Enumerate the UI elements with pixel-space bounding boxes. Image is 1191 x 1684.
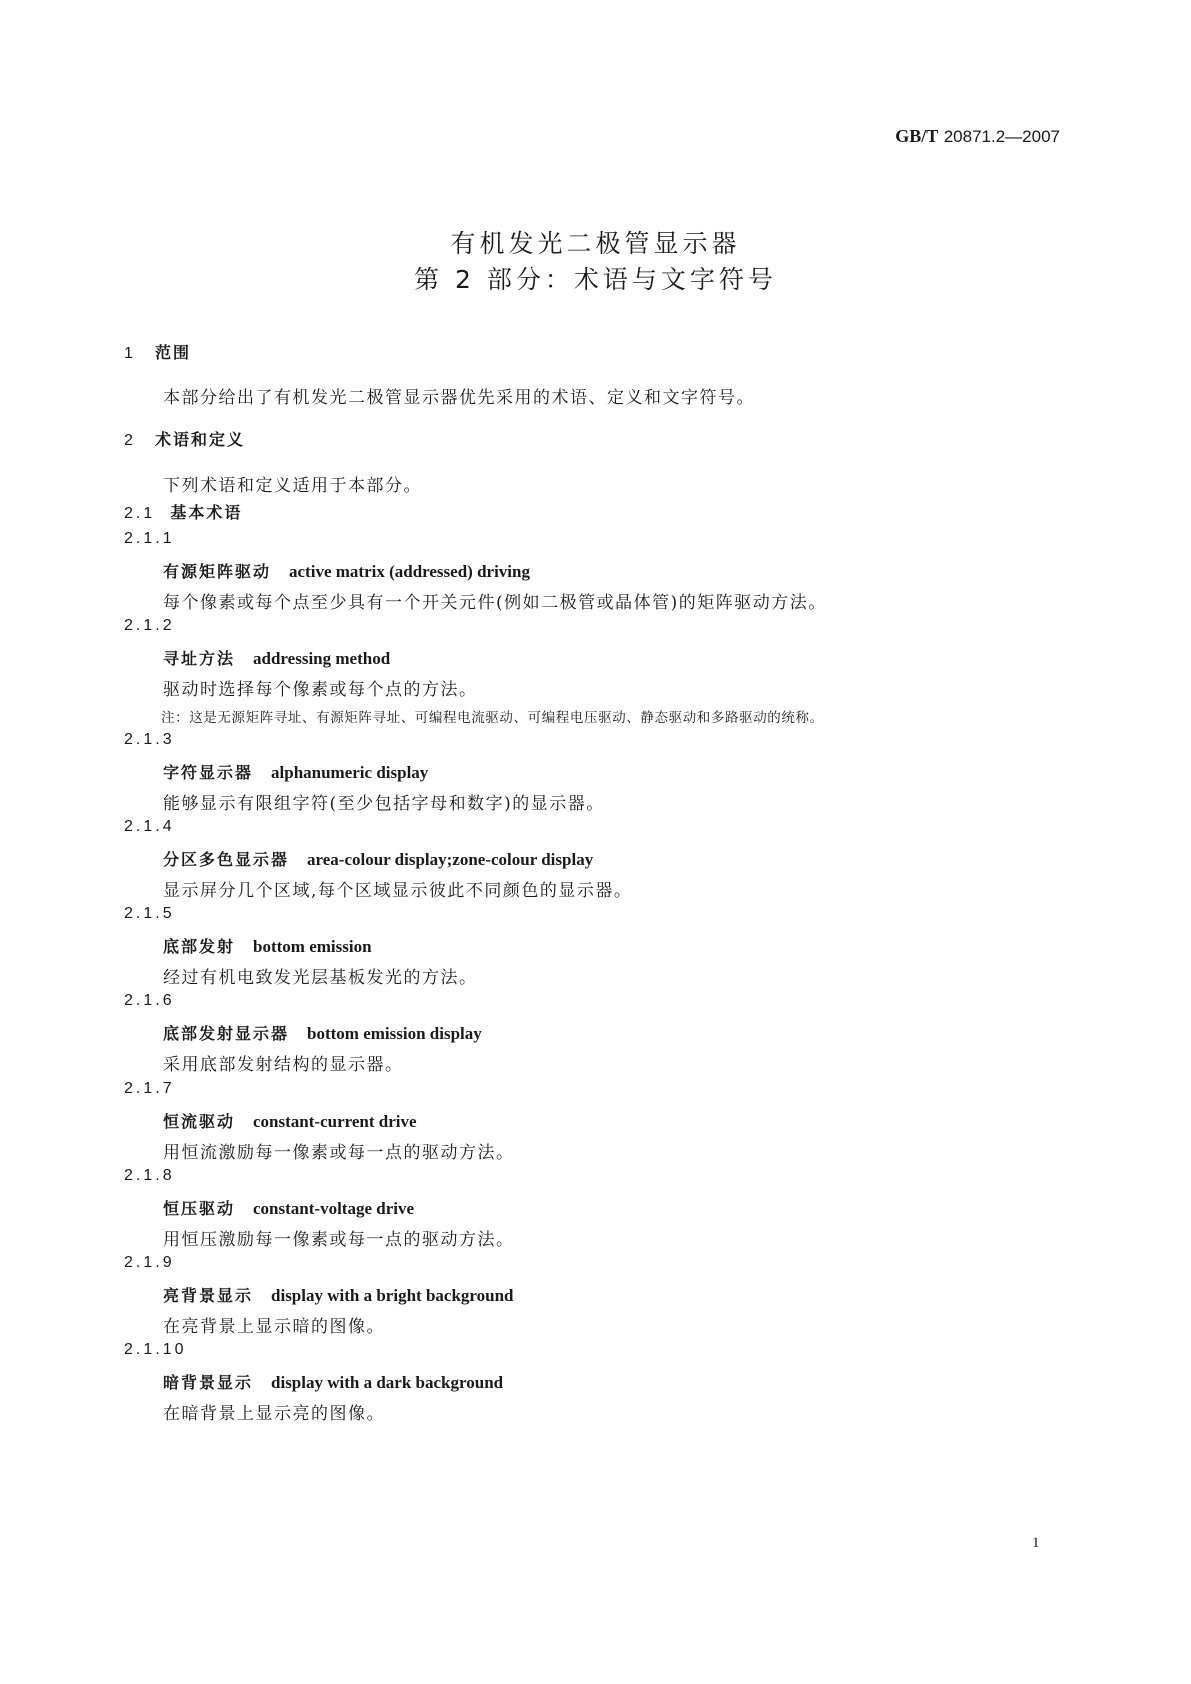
term-note: 注：这是无源矩阵寻址、有源矩阵寻址、可编程电流驱动、可编程电压驱动、静态驱动和多路驱动的统称。 (161, 710, 824, 726)
term-english: area-colour display;zone-colour display (307, 850, 594, 869)
term-definition: 用恒流激励每一像素或每一点的驱动方法。 (163, 1143, 515, 1163)
title-line-1: 有机发光二极管显示器 (450, 229, 741, 258)
term-entry (163, 1021, 482, 1044)
section-paragraph: 下列术语和定义适用于本部分。 (163, 476, 422, 496)
section-heading (124, 340, 191, 363)
term-english: constant-voltage drive (253, 1199, 415, 1218)
term-number: 2.1.8 (124, 1167, 175, 1184)
term-entry (163, 847, 593, 870)
term-number: 2.1.9 (124, 1254, 175, 1271)
section-paragraph: 本部分给出了有机发光二极管显示器优先采用的术语、定义和文字符号。 (163, 388, 755, 408)
term-entry (163, 934, 372, 957)
term-definition: 在暗背景上显示亮的图像。 (163, 1404, 385, 1424)
page-number: 1 (1032, 1535, 1040, 1551)
term-number: 2.1.4 (124, 818, 175, 835)
standard-prefix: GB/T (895, 126, 939, 146)
section-heading (124, 427, 245, 450)
term-number: 2.1.5 (124, 905, 175, 922)
term-entry (163, 1283, 514, 1306)
term-entry (163, 1109, 417, 1132)
document-title (0, 226, 1191, 298)
section-title: 术语和定义 (155, 430, 246, 449)
term-chinese: 字符显示器 (163, 763, 254, 782)
term-entry (163, 1196, 414, 1219)
term-number: 2.1.7 (124, 1080, 175, 1097)
term-english: display with a dark background (271, 1373, 504, 1392)
term-english: display with a bright background (271, 1286, 514, 1305)
term-definition: 用恒压激励每一像素或每一点的驱动方法。 (163, 1230, 515, 1250)
term-number: 2.1.1 (124, 530, 175, 547)
section-number: 1 (124, 345, 136, 362)
term-chinese: 恒压驱动 (163, 1199, 236, 1218)
term-entry (163, 559, 530, 582)
term-chinese: 底部发射显示器 (163, 1024, 290, 1043)
subsection-title: 基本术语 (170, 503, 243, 522)
standard-code (895, 126, 1060, 147)
term-definition: 采用底部发射结构的显示器。 (163, 1055, 404, 1075)
section-number: 2 (124, 432, 136, 449)
term-definition: 能够显示有限组字符(至少包括字母和数字)的显示器。 (163, 794, 605, 814)
term-definition: 在亮背景上显示暗的图像。 (163, 1317, 385, 1337)
section-title: 范围 (155, 343, 192, 362)
term-chinese: 分区多色显示器 (163, 850, 290, 869)
term-definition: 每个像素或每个点至少具有一个开关元件(例如二极管或晶体管)的矩阵驱动方法。 (163, 593, 827, 613)
term-number: 2.1.10 (124, 1341, 187, 1358)
term-english: bottom emission (253, 937, 372, 956)
term-english: bottom emission display (307, 1024, 482, 1043)
subsection-number: 2.1 (124, 505, 156, 522)
term-definition: 显示屏分几个区域,每个区域显示彼此不同颜色的显示器。 (163, 881, 633, 901)
term-definition: 经过有机电致发光层基板发光的方法。 (163, 968, 478, 988)
term-english: constant-current drive (253, 1112, 417, 1131)
term-chinese: 寻址方法 (163, 649, 236, 668)
title-line-2: 第 2 部分：术语与文字符号 (414, 265, 777, 294)
term-number: 2.1.2 (124, 617, 175, 634)
term-english: active matrix (addressed) driving (289, 562, 530, 581)
term-chinese: 亮背景显示 (163, 1286, 254, 1305)
subsection-heading (124, 500, 242, 523)
term-chinese: 恒流驱动 (163, 1112, 236, 1131)
term-definition: 驱动时选择每个像素或每个点的方法。 (163, 680, 478, 700)
term-number: 2.1.6 (124, 992, 175, 1009)
term-chinese: 有源矩阵驱动 (163, 562, 272, 581)
term-chinese: 暗背景显示 (163, 1373, 254, 1392)
term-entry (163, 1370, 503, 1393)
term-entry (163, 760, 428, 783)
term-english: addressing method (253, 649, 391, 668)
standard-number: 20871.2—2007 (943, 127, 1060, 146)
term-entry (163, 646, 390, 669)
term-english: alphanumeric display (271, 763, 429, 782)
term-number: 2.1.3 (124, 731, 175, 748)
term-chinese: 底部发射 (163, 937, 236, 956)
